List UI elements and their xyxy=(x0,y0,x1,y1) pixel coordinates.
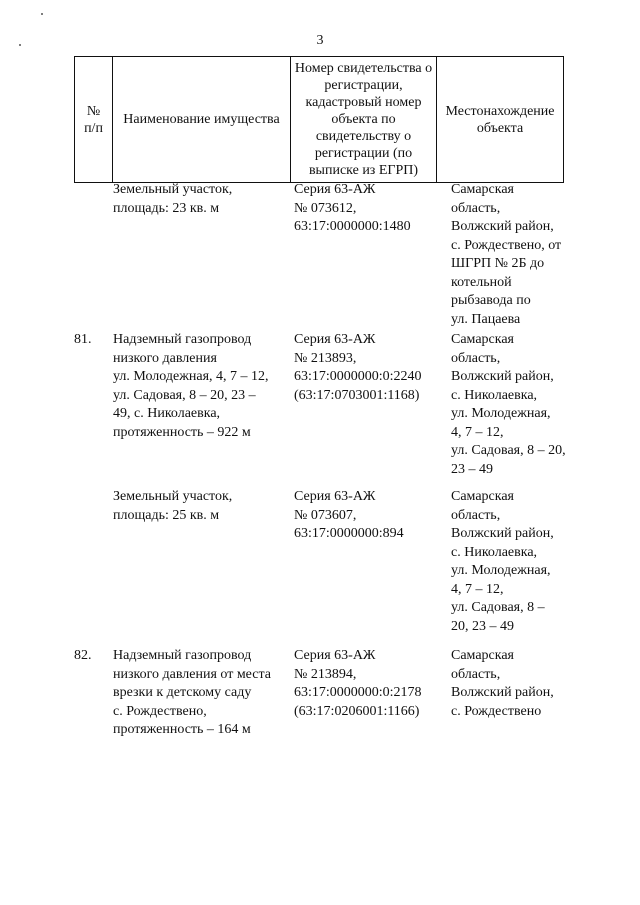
scan-speck xyxy=(41,13,43,15)
row-number xyxy=(74,488,111,647)
property-name: Надземный газопровод низкого давления от места врезки к детскому саду с. Рождествено, протяженность – 164 м xyxy=(113,648,271,737)
row-number: 81. xyxy=(74,332,92,347)
header-row xyxy=(75,57,564,183)
header-location: Местонахождение объекта xyxy=(437,57,564,183)
object-location: Самарская область, Волжский район, с. Николаевка, ул. Молодежная, 4, 7 – 12, ул. Садовая, 8 – 20, 23 – 49 xyxy=(451,332,566,477)
table-row xyxy=(74,331,579,488)
header-certificate: Номер свидетельства о регистрации, кадастровый номер объекта по свидетельству о регистрации (по выписке из ЕГРП) xyxy=(291,57,437,183)
object-location: Самарская область, Волжский район, с. Рождествено xyxy=(451,648,554,719)
header-property-name: Наименование имущества xyxy=(113,57,291,183)
scan-speck xyxy=(19,44,21,46)
property-name: Земельный участок, площадь: 25 кв. м xyxy=(113,489,233,523)
object-location: Самарская область, Волжский район, с. Рождествено, от ШГРП № 2Б до котельной рыбзавода по ул. Пацаева xyxy=(451,182,562,327)
table-row xyxy=(74,181,579,331)
property-name: Земельный участок, площадь: 23 кв. м xyxy=(113,182,233,216)
property-table-body xyxy=(74,181,579,740)
certificate-number: Серия 63-АЖ № 213893, 63:17:0000000:0:2240 (63:17:0703001:1168) xyxy=(294,332,422,403)
table-row xyxy=(74,488,579,647)
object-location: Самарская область, Волжский район, с. Николаевка, ул. Молодежная, 4, 7 – 12, ул. Садовая, 8 – 20, 23 – 49 xyxy=(451,489,554,634)
property-table-header xyxy=(74,56,564,183)
property-name: Надземный газопровод низкого давления ул. Молодежная, 4, 7 – 12, ул. Садовая, 8 – 20, 23 – 49, с. Николаевка, протяженность – 922 м xyxy=(113,332,269,440)
table-row xyxy=(74,647,579,740)
header-number: № п/п xyxy=(75,57,113,183)
page-number: 3 xyxy=(316,33,324,48)
certificate-number: Серия 63-АЖ № 213894, 63:17:0000000:0:2178 (63:17:0206001:1166) xyxy=(294,648,422,719)
row-number xyxy=(74,181,111,331)
certificate-number: Серия 63-АЖ № 073612, 63:17:0000000:1480 xyxy=(294,182,411,234)
row-number: 82. xyxy=(74,648,92,663)
certificate-number: Серия 63-АЖ № 073607, 63:17:0000000:894 xyxy=(294,489,404,541)
